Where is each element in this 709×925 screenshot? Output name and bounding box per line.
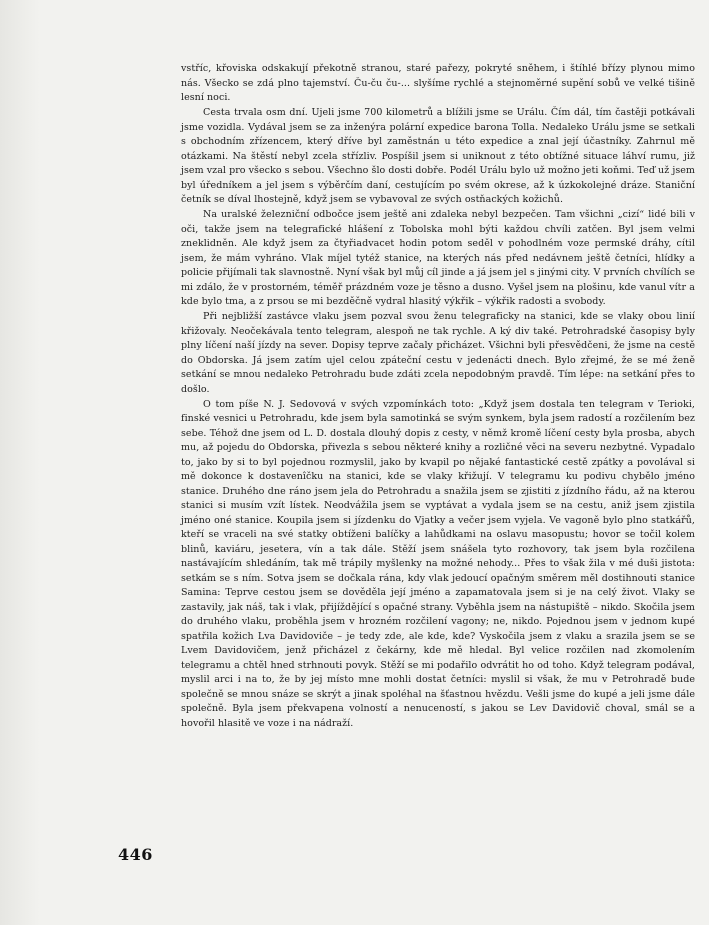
page-number: 446 <box>118 845 153 864</box>
paragraph-4: Při nejbližší zastávce vlaku jsem pozval svou ženu telegraficky na stanici, kde se vlaky obou linií křižovaly. Neočekávala tento telegram, alespoň ne tak rychle. A ký div také. Petrohradské časopisy byly plny líčení naší jízdy na sever. Dopisy teprve začaly přicházet. Všichni byli přesvědčeni, že jsme na cestě do Obdorska. Já jsem zatím ujel celou zpáteční cestu v jedenácti dnech. Bylo zřejmé, že se mé ženě setkání se mnou nedaleko Petrohradu bude zdáti zcela nepodobným pravdě. Tím lépe: na setkání přes to došlo. <box>181 311 695 395</box>
paragraph-2: Cesta trvala osm dní. Ujeli jsme 700 kilometrů a blížili jsme se Urálu. Čím dál, tím častěji potkávali jsme vozidla. Vydával jsem se za inženýra polární expedice barona Tolla. Nedaleko Urálu jsme se setkali s obchodním zřízencem, který dříve byl zaměstnán u této expedice a znal její účastníky. Zahrnul mě otázkami. Na štěstí nebyl zcela střízliv. Pospíšil jsem si uniknout z této obtížné situace láhví rumu, již jsem vzal pro všecko s sebou. Všechno šlo dosti dobře. Podél Urálu bylo už možno jeti koňmi. Teď už jsem byl úředníkem a jel jsem s výběrčím daní, cestujícím po svém okrese, až k úzkokolejné dráze. Staniční četník se díval lhostejně, když jsem se vybavoval ze svých ostňackých kožichů. <box>181 107 695 205</box>
paragraph-1: vstříc, křoviska odskakují překotně stranou, staré pařezy, pokryté sněhem, i štíhlé břízy plynou mimo nás. Všecko se zdá plno tajemství. Ču-ču ču-... slyšíme rychlé a stejnoměrné supění sobů ve velké tišině lesní noci. <box>181 63 695 103</box>
paragraph-3: Na uralské železniční odbočce jsem ještě ani zdaleka nebyl bezpečen. Tam všichni „cizí“ lidé bili v oči, takže jsem na telegrafické hlášení z Tobolska mohl býti každou chvíli zatčen. Byl jsem velmi zneklidněn. Ale když jsem za čtyřiadvacet hodin potom seděl v pohodlném voze permské dráhy, cítil jsem, že mám vyhráno. Vlak míjel tytéž stanice, na kterých nás před nedávnem ještě četníci, hlídky a policie přijímali tak slavnostně. Nyní však byl můj cíl jinde a já jsem jel s jinými city. V prvních chvílích se mi zdálo, že v prostorném, téměř prázdném voze je těsno a dusno. Vyšel jsem na plošinu, kde vanul vítr a kde bylo tma, a z prsou se mi bezděčně vydral hlasitý výkřik – výkřik radosti a svobody. <box>181 209 695 307</box>
paragraph-5: O tom píše N. J. Sedovová v svých vzpomínkách toto: „Když jsem dostala ten telegram v Terioki, finské vesnici u Petrohradu, kde jsem byla samotinká se svým synkem, byla jsem radostí a rozčilením bez sebe. Téhož dne jsem od L. D. dostala dlouhý dopis z cesty, v němž kromě líčení cesty byla prosba, abych mu, až pojedu do Obdorska, přivezla s sebou některé knihy a rozličné věci na severu nezbytné. Vypadalo to, jako by si to byl pojednou rozmyslil, jako by kvapil po nějaké fantastické cestě zpátky a povolával si mě dokonce k dostavenîčku na stanici, kde se vlaky křižují. V telegramu ku podivu chybělo jméno stanice. Druhého dne ráno jsem jela do Petrohradu a snažila jsem se zjistiti z jízdního řádu, až na kterou stanici si musím vzít lístek. Neodvážila jsem se vyptávat a vydala jsem se na cestu, aniž jsem zjistila jméno oné stanice. Koupila jsem si jízdenku do Vjatky a večer jsem vyjela. Ve vagoně bylo plno statkářů, kteří se vraceli na své statky obtíženi balíčky a lahůdkami na oslavu masopustu; hovor se točil kolem blinů, kaviáru, jesetera, vín a tak dále. Stěží jsem snášela tyto rozhovory, tak jsem byla rozčilena nastávajícím shledáním, tak mě trápily myšlenky na možné nehody... Přes to však žila v mé duši jistota: setkám se s ním. Sotva jsem se dočkala rána, kdy vlak jedoucí opačným směrem měl dostihnouti stanice Samina: Teprve cestou jsem se dověděla její jméno a zapamatovala jsem si je na celý život. Vlaky se zastavily, jak náš, tak i vlak, přijíždějící s opačné strany. Vyběhla jsem na nástupiště – nikdo. Skočila jsem do druhého vlaku, proběhla jsem v hrozném rozčilení vagony; ne, nikdo. Pojednou jsem v jednom kupé spatřila kožich Lva Davidoviče – je tedy zde, ale kde, kde? Vyskočila jsem z vlaku a srazila jsem se se Lvem Davidovičem, jenž přicházel z čekárny, kde mě hledal. Byl velice rozčilen nad zkomolením telegramu a chtěl hned strhnouti povyk. Stěží se mi podařilo odvrátit ho od toho. Když telegram podával, myslil arci i na to, že by jej místo mne mohli dostat četníci: myslil si však, že mu v Petrohradě bude společně se mnou snáze se skrýt a jinak spoléhal na šťastnou hvězdu. Vešli jsme do kupé a jeli jsme dále společně. Byla jsem překvapena volností a nenuceností, s jakou se Lev Davidovič choval, smál se a hovořil hlasitě ve voze i na nádraží. <box>181 398 695 729</box>
body-text <box>181 62 695 731</box>
